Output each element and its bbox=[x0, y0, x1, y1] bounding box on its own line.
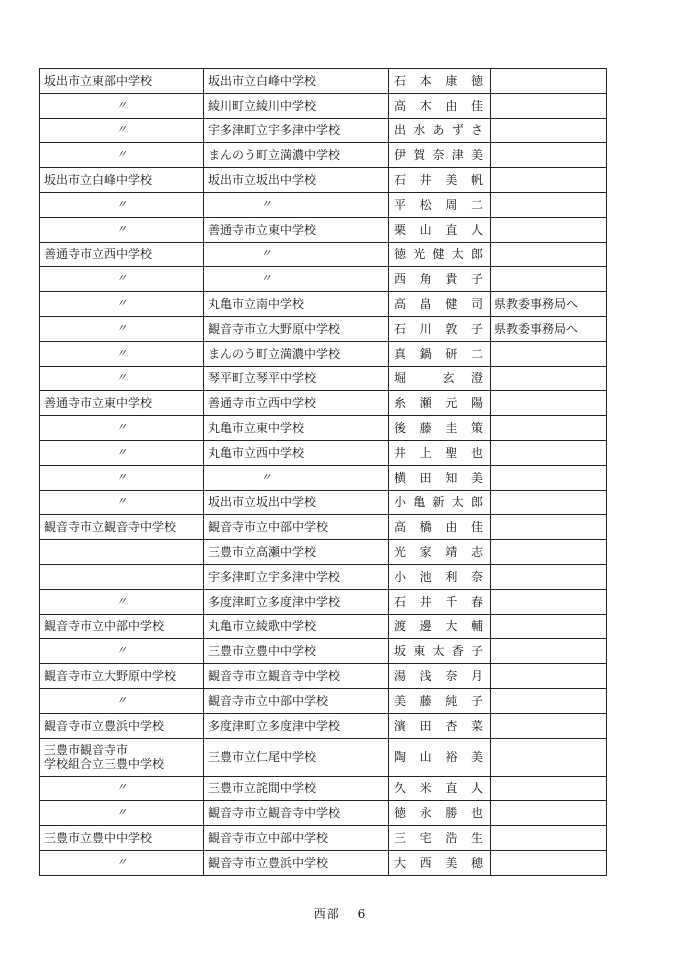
table-row bbox=[40, 713, 607, 738]
remarks-cell bbox=[491, 515, 607, 540]
remarks-cell bbox=[491, 440, 607, 465]
teacher-name-cell bbox=[389, 776, 491, 801]
table-row bbox=[40, 801, 607, 826]
table-row bbox=[40, 614, 607, 639]
new-school-cell: 三豊市立詫間中学校 bbox=[204, 776, 389, 801]
ditto-mark: 〃 bbox=[116, 123, 127, 137]
teacher-name: 陶 山 裕 美 bbox=[394, 750, 483, 765]
teacher-name-cell bbox=[389, 316, 491, 341]
teacher-name-cell bbox=[389, 688, 491, 713]
remarks-cell bbox=[491, 242, 607, 267]
teacher-name-cell bbox=[389, 416, 491, 441]
previous-school-cell bbox=[40, 366, 204, 391]
new-school-cell: 坂出市立坂出中学校 bbox=[204, 490, 389, 515]
new-school-cell: 綾川町立綾川中学校 bbox=[204, 93, 389, 118]
previous-school-cell bbox=[40, 440, 204, 465]
teacher-name: 石 川 敦 子 bbox=[394, 321, 483, 336]
ditto-mark: 〃 bbox=[116, 855, 127, 869]
previous-school-cell bbox=[40, 564, 204, 589]
table-row bbox=[40, 738, 607, 776]
table-row bbox=[40, 639, 607, 664]
previous-school-cell bbox=[40, 341, 204, 366]
teacher-name-cell bbox=[389, 801, 491, 826]
ditto-mark: 〃 bbox=[116, 346, 127, 360]
remarks-cell: 県教委事務局へ bbox=[491, 292, 607, 317]
table-row bbox=[40, 465, 607, 490]
new-school-cell bbox=[204, 465, 389, 490]
remarks-cell bbox=[491, 416, 607, 441]
teacher-name: 出 水 あ ず さ bbox=[394, 123, 483, 138]
remarks-cell: 県教委事務局へ bbox=[491, 316, 607, 341]
new-school-cell: 宇多津町立宇多津中学校 bbox=[204, 564, 389, 589]
previous-school-cell bbox=[40, 540, 204, 565]
remarks-cell bbox=[491, 391, 607, 416]
new-school-cell: 丸亀市立東中学校 bbox=[204, 416, 389, 441]
teacher-name-cell bbox=[389, 341, 491, 366]
previous-school-cell: 観音寺市立大野原中学校 bbox=[40, 664, 204, 689]
previous-school-cell bbox=[40, 192, 204, 217]
teacher-name: 高 橋 由 佳 bbox=[394, 520, 483, 535]
new-school-cell: 多度津町立多度津中学校 bbox=[204, 589, 389, 614]
new-school-cell: 三豊市立豊中中学校 bbox=[204, 639, 389, 664]
ditto-mark: 〃 bbox=[116, 297, 127, 311]
teacher-name-cell bbox=[389, 826, 491, 851]
ditto-mark: 〃 bbox=[116, 222, 127, 236]
previous-school-cell bbox=[40, 267, 204, 292]
teacher-name: 徳 永 勝 也 bbox=[394, 806, 483, 821]
ditto-mark: 〃 bbox=[116, 644, 127, 658]
previous-school-cell: 観音寺市立中部中学校 bbox=[40, 614, 204, 639]
teacher-name-cell bbox=[389, 292, 491, 317]
new-school-cell bbox=[204, 242, 389, 267]
ditto-mark: 〃 bbox=[116, 197, 127, 211]
teacher-name-cell bbox=[389, 440, 491, 465]
table-row bbox=[40, 564, 607, 589]
page-footer bbox=[0, 905, 680, 922]
table-row bbox=[40, 826, 607, 851]
table-row bbox=[40, 118, 607, 143]
new-school-cell: 観音寺市立観音寺中学校 bbox=[204, 801, 389, 826]
ditto-mark: 〃 bbox=[260, 247, 272, 261]
teacher-name: 小 亀 新 太 郎 bbox=[394, 495, 483, 510]
transfer-table-body bbox=[40, 69, 607, 876]
teacher-name: 井 上 聖 也 bbox=[394, 445, 483, 460]
new-school-cell: 多度津町立多度津中学校 bbox=[204, 713, 389, 738]
new-school-cell: 善通寺市立西中学校 bbox=[204, 391, 389, 416]
table-row bbox=[40, 776, 607, 801]
teacher-name: 坂 東 太 香 子 bbox=[394, 644, 483, 659]
new-school-cell: 観音寺市立中部中学校 bbox=[204, 826, 389, 851]
ditto-mark: 〃 bbox=[116, 421, 127, 435]
footer-region: 西部 bbox=[313, 907, 340, 921]
previous-school-cell: 坂出市立東部中学校 bbox=[40, 69, 204, 94]
remarks-cell bbox=[491, 192, 607, 217]
new-school-cell: 丸亀市立綾歌中学校 bbox=[204, 614, 389, 639]
table-row bbox=[40, 292, 607, 317]
remarks-cell bbox=[491, 614, 607, 639]
remarks-cell bbox=[491, 801, 607, 826]
remarks-cell bbox=[491, 168, 607, 193]
teacher-name: 横 田 知 美 bbox=[394, 470, 483, 485]
new-school-cell: 丸亀市立西中学校 bbox=[204, 440, 389, 465]
teacher-name-cell bbox=[389, 664, 491, 689]
transfer-table bbox=[39, 68, 607, 876]
teacher-name-cell bbox=[389, 93, 491, 118]
previous-school-cell bbox=[40, 738, 204, 776]
remarks-cell bbox=[491, 850, 607, 875]
ditto-mark: 〃 bbox=[116, 495, 127, 509]
teacher-name-cell bbox=[389, 118, 491, 143]
teacher-name-cell bbox=[389, 192, 491, 217]
new-school-cell: まんのう町立満濃中学校 bbox=[204, 143, 389, 168]
table-row bbox=[40, 267, 607, 292]
footer-page-number: 6 bbox=[357, 907, 367, 921]
new-school-cell: 観音寺市立中部中学校 bbox=[204, 688, 389, 713]
teacher-name-cell bbox=[389, 366, 491, 391]
teacher-name: 久 米 直 人 bbox=[394, 781, 483, 796]
previous-school-cell bbox=[40, 776, 204, 801]
table-row bbox=[40, 515, 607, 540]
previous-school-cell: 坂出市立白峰中学校 bbox=[40, 168, 204, 193]
new-school-cell: 観音寺市立中部中学校 bbox=[204, 515, 389, 540]
remarks-cell bbox=[491, 688, 607, 713]
teacher-name-cell bbox=[389, 168, 491, 193]
table-row bbox=[40, 440, 607, 465]
teacher-name: 真 鍋 研 二 bbox=[394, 346, 483, 361]
teacher-name: 湯 浅 奈 月 bbox=[394, 669, 483, 684]
remarks-cell bbox=[491, 589, 607, 614]
previous-school-cell bbox=[40, 850, 204, 875]
table-row bbox=[40, 540, 607, 565]
previous-school-cell bbox=[40, 217, 204, 242]
teacher-name: 徳 光 健 太 郎 bbox=[394, 247, 483, 262]
teacher-name: 小 池 利 奈 bbox=[394, 569, 483, 584]
remarks-cell bbox=[491, 826, 607, 851]
remarks-cell bbox=[491, 217, 607, 242]
remarks-cell bbox=[491, 540, 607, 565]
remarks-cell bbox=[491, 490, 607, 515]
teacher-name: 西 角 貴 子 bbox=[394, 272, 483, 287]
new-school-cell: 三豊市立高瀬中学校 bbox=[204, 540, 389, 565]
previous-school-cell bbox=[40, 801, 204, 826]
teacher-name: 高 木 由 佳 bbox=[394, 98, 483, 113]
new-school-cell: 琴平町立琴平中学校 bbox=[204, 366, 389, 391]
teacher-name-cell bbox=[389, 589, 491, 614]
ditto-mark: 〃 bbox=[116, 445, 127, 459]
teacher-name-cell bbox=[389, 465, 491, 490]
teacher-name-cell bbox=[389, 713, 491, 738]
previous-school-cell: 三豊市立豊中中学校 bbox=[40, 826, 204, 851]
teacher-name-cell bbox=[389, 564, 491, 589]
new-school-cell: 丸亀市立南中学校 bbox=[204, 292, 389, 317]
previous-school-cell bbox=[40, 465, 204, 490]
ditto-mark: 〃 bbox=[116, 806, 127, 820]
table-row bbox=[40, 688, 607, 713]
previous-school-cell bbox=[40, 143, 204, 168]
previous-school-cell bbox=[40, 316, 204, 341]
table-row bbox=[40, 168, 607, 193]
school-name-multiline: 三豊市観音寺市 学校組合立三豊中学校 bbox=[44, 743, 165, 772]
previous-school-cell bbox=[40, 589, 204, 614]
remarks-cell bbox=[491, 341, 607, 366]
teacher-name: 糸 瀬 元 陽 bbox=[394, 396, 483, 411]
teacher-name-cell bbox=[389, 850, 491, 875]
new-school-cell: 坂出市立坂出中学校 bbox=[204, 168, 389, 193]
ditto-mark: 〃 bbox=[116, 470, 127, 484]
remarks-cell bbox=[491, 465, 607, 490]
teacher-name: 栗 山 直 人 bbox=[394, 222, 483, 237]
ditto-mark: 〃 bbox=[260, 470, 272, 484]
previous-school-cell bbox=[40, 639, 204, 664]
teacher-name: 渡 邊 大 輔 bbox=[394, 619, 483, 634]
remarks-cell bbox=[491, 267, 607, 292]
table-row bbox=[40, 192, 607, 217]
new-school-cell: 観音寺市立豊浜中学校 bbox=[204, 850, 389, 875]
teacher-name: 後 藤 圭 策 bbox=[394, 421, 483, 436]
remarks-cell bbox=[491, 713, 607, 738]
previous-school-cell: 善通寺市立西中学校 bbox=[40, 242, 204, 267]
teacher-name: 美 藤 純 子 bbox=[394, 693, 483, 708]
remarks-cell bbox=[491, 664, 607, 689]
table-row bbox=[40, 316, 607, 341]
remarks-cell bbox=[491, 93, 607, 118]
teacher-name: 堀 玄 澄 bbox=[394, 371, 483, 386]
new-school-cell: 観音寺市立観音寺中学校 bbox=[204, 664, 389, 689]
teacher-name: 石 井 美 帆 bbox=[394, 173, 483, 188]
teacher-name-cell bbox=[389, 540, 491, 565]
previous-school-cell: 善通寺市立東中学校 bbox=[40, 391, 204, 416]
table-row bbox=[40, 589, 607, 614]
teacher-name-cell bbox=[389, 143, 491, 168]
remarks-cell bbox=[491, 143, 607, 168]
new-school-cell: まんのう町立満濃中学校 bbox=[204, 341, 389, 366]
teacher-name: 石 本 康 徳 bbox=[394, 73, 483, 88]
ditto-mark: 〃 bbox=[260, 197, 272, 211]
table-row bbox=[40, 217, 607, 242]
ditto-mark: 〃 bbox=[260, 272, 272, 286]
new-school-cell bbox=[204, 192, 389, 217]
teacher-name-cell bbox=[389, 639, 491, 664]
new-school-cell: 観音寺市立大野原中学校 bbox=[204, 316, 389, 341]
teacher-name-cell bbox=[389, 267, 491, 292]
previous-school-cell: 観音寺市立観音寺中学校 bbox=[40, 515, 204, 540]
remarks-cell bbox=[491, 776, 607, 801]
table-row bbox=[40, 490, 607, 515]
table-row bbox=[40, 391, 607, 416]
teacher-name: 三 宅 浩 生 bbox=[394, 831, 483, 845]
previous-school-cell bbox=[40, 292, 204, 317]
table-row bbox=[40, 69, 607, 94]
new-school-cell: 坂出市立白峰中学校 bbox=[204, 69, 389, 94]
teacher-name: 平 松 周 二 bbox=[394, 197, 483, 212]
teacher-name: 光 家 靖 志 bbox=[394, 545, 483, 560]
teacher-name-cell bbox=[389, 69, 491, 94]
remarks-cell bbox=[491, 639, 607, 664]
teacher-name-cell bbox=[389, 490, 491, 515]
ditto-mark: 〃 bbox=[116, 148, 127, 162]
teacher-name: 高 畠 健 司 bbox=[394, 297, 483, 312]
teacher-name-cell bbox=[389, 515, 491, 540]
previous-school-cell bbox=[40, 490, 204, 515]
table-row bbox=[40, 143, 607, 168]
new-school-cell: 宇多津町立宇多津中学校 bbox=[204, 118, 389, 143]
remarks-cell bbox=[491, 69, 607, 94]
new-school-cell bbox=[204, 267, 389, 292]
table-row bbox=[40, 664, 607, 689]
previous-school-cell bbox=[40, 93, 204, 118]
remarks-cell bbox=[491, 118, 607, 143]
table-row bbox=[40, 93, 607, 118]
teacher-name: 伊 賀 奈 津 美 bbox=[394, 148, 483, 163]
new-school-cell: 三豊市立仁尾中学校 bbox=[204, 738, 389, 776]
teacher-name-cell bbox=[389, 391, 491, 416]
remarks-cell bbox=[491, 738, 607, 776]
new-school-cell: 善通寺市立東中学校 bbox=[204, 217, 389, 242]
ditto-mark: 〃 bbox=[116, 272, 127, 286]
teacher-name-cell bbox=[389, 242, 491, 267]
previous-school-cell bbox=[40, 118, 204, 143]
teacher-name-cell bbox=[389, 614, 491, 639]
table-row bbox=[40, 850, 607, 875]
remarks-cell bbox=[491, 366, 607, 391]
remarks-cell bbox=[491, 564, 607, 589]
teacher-name-cell bbox=[389, 738, 491, 776]
ditto-mark: 〃 bbox=[116, 98, 127, 112]
ditto-mark: 〃 bbox=[116, 781, 127, 795]
teacher-name: 石 井 千 春 bbox=[394, 594, 483, 609]
previous-school-cell bbox=[40, 416, 204, 441]
table-row bbox=[40, 416, 607, 441]
table-row bbox=[40, 341, 607, 366]
teacher-name: 大 西 美 穂 bbox=[394, 855, 483, 870]
ditto-mark: 〃 bbox=[116, 371, 127, 385]
ditto-mark: 〃 bbox=[116, 594, 127, 608]
ditto-mark: 〃 bbox=[116, 321, 127, 335]
teacher-name-cell bbox=[389, 217, 491, 242]
table-row bbox=[40, 366, 607, 391]
table-row bbox=[40, 242, 607, 267]
previous-school-cell: 観音寺市立豊浜中学校 bbox=[40, 713, 204, 738]
previous-school-cell bbox=[40, 688, 204, 713]
teacher-name: 濱 田 杏 菜 bbox=[394, 718, 483, 733]
ditto-mark: 〃 bbox=[116, 693, 127, 707]
